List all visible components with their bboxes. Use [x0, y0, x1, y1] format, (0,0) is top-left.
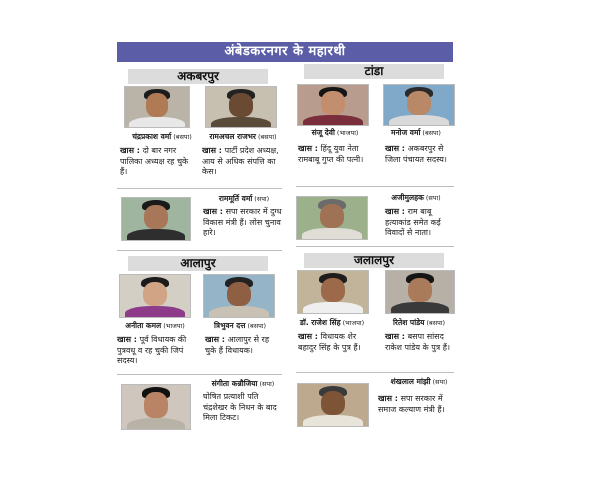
candidate-photo [297, 84, 369, 126]
candidate-description: खास : अकबरपुर से जिला पंचायत सदस्य। [385, 144, 447, 164]
candidate-photo [385, 270, 455, 314]
divider [117, 374, 282, 375]
divider [296, 186, 454, 187]
candidate-name: राममूर्ति वर्मा (सपा) [218, 194, 270, 203]
section-alapur: आलापुर [128, 256, 268, 271]
candidate-name: त्रिभुवन दत्त (बसपा) [213, 321, 267, 330]
candidate-photo [297, 383, 369, 427]
candidate-description: खास : पूर्व विधायक की पुत्रवधू व रह चुकी जिपं सदस्य। [117, 335, 187, 365]
candidate-description: खास : राम बाबू हत्याकांड समेत कई विवादों से नाता। [385, 207, 441, 237]
divider [117, 250, 282, 251]
candidate-photo [119, 274, 191, 318]
candidate-photo [121, 384, 191, 430]
candidate-name: अनीता कमल (भाजपा) [125, 321, 185, 330]
page-title: अंबेडकरनगर के महारथी [117, 42, 453, 62]
candidate-description: घोषित प्रत्याशी पति चंद्रशेखर के निधन के बाद मिला टिकट। [203, 392, 277, 422]
candidate-name: संगीता कन्नौजिया (सपा) [211, 379, 275, 388]
candidate-description: खास : विधायक शेर बहादुर सिंह के पुत्र हैं। [298, 332, 361, 352]
divider [117, 188, 282, 189]
section-tanda: टांडा [304, 64, 444, 79]
candidate-name: मनोज वर्मा (बसपा) [391, 128, 441, 137]
candidate-name: संजू देवी (भाजपा) [311, 128, 359, 137]
candidate-description: खास : हिंदू युवा नेता रामबाबू गुप्त की पत्नी। [298, 144, 364, 164]
candidate-photo [203, 274, 275, 318]
candidate-description: खास : सपा सरकार में समाज कल्याण मंत्री हैं। [378, 394, 445, 414]
candidate-photo [124, 86, 190, 128]
candidate-photo [383, 84, 455, 126]
candidate-name: रितेश पांडेय (बसपा) [392, 318, 446, 327]
candidate-photo [297, 270, 369, 314]
candidate-name: चंद्रप्रकाश वर्मा (बसपा) [132, 132, 192, 141]
candidate-name: शंखलाल मांझी (सपा) [390, 377, 448, 386]
divider [296, 246, 454, 247]
candidate-photo [205, 86, 277, 128]
candidate-description: खास : आलापुर से रह चुके हैं विधायक। [205, 335, 270, 355]
candidate-description: खास : सपा सरकार में दुग्ध विकास मंत्री हैं। लोस चुनाव हारे। [203, 207, 282, 237]
candidate-photo [121, 197, 191, 241]
candidate-description: खास : दो बार नगर पालिका अध्यक्ष रह चुके हैं। [120, 146, 189, 176]
candidate-name: अजीमुलहक (सपा) [391, 193, 441, 202]
candidate-name: रामअचल राजभर (बसपा) [209, 132, 277, 141]
divider [296, 372, 454, 373]
candidate-name: डॉ. राजेश सिंह (भाजपा) [299, 318, 365, 327]
candidate-photo [296, 196, 368, 240]
section-akbarpur: अकबरपुर [128, 69, 268, 84]
candidate-description: खास : पार्टी प्रदेश अध्यक्ष, आय से अधिक संपत्ति का केस। [202, 146, 279, 176]
section-jalalpur: जलालपुर [304, 253, 444, 268]
candidate-description: खास : बसपा सांसद राकेश पांडेय के पुत्र हैं। [385, 332, 451, 352]
